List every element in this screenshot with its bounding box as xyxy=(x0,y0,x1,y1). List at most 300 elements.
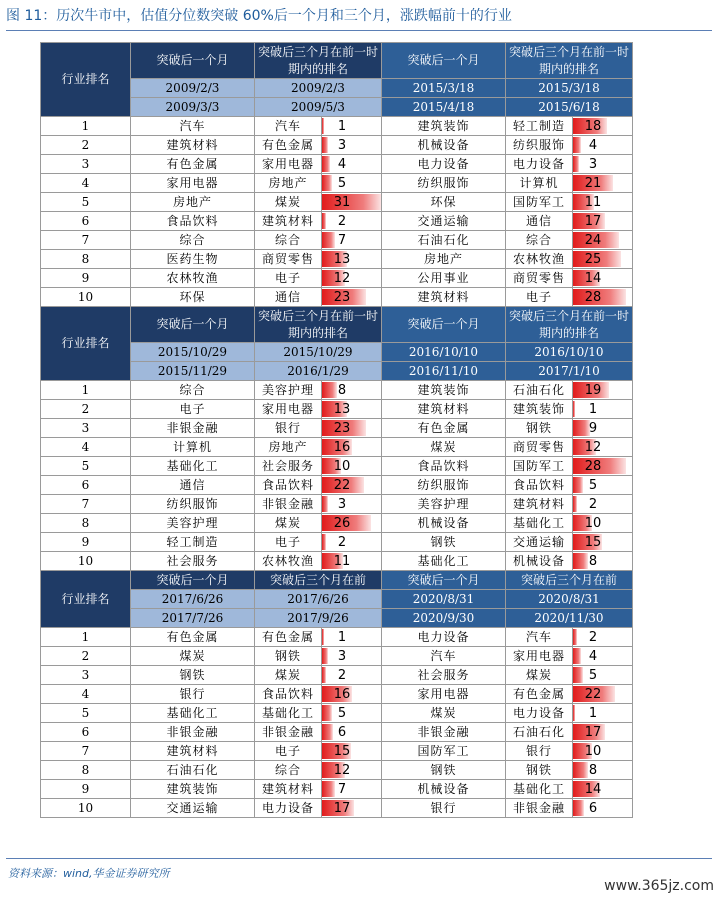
industry-cell: 国防军工 xyxy=(506,457,573,476)
industry-cell: 非银金融 xyxy=(131,723,255,742)
industry-cell: 建筑材料 xyxy=(382,400,506,419)
industry-cell: 国防军工 xyxy=(382,742,506,761)
rank-value-cell xyxy=(322,457,382,476)
industry-cell: 石油石化 xyxy=(506,381,573,400)
header-row xyxy=(41,43,633,79)
figure-title: 图 11：历次牛市中，估值分位数突破 60%后一个月和三个月，涨跌幅前十的行业 xyxy=(6,8,512,24)
table-row xyxy=(41,666,633,685)
rank-cell: 5 xyxy=(41,704,131,723)
period-header-3m: 突破后三个月在前一时期内的排名 xyxy=(506,307,633,343)
industry-cell: 食品饮料 xyxy=(255,476,322,495)
rank-value: 16 xyxy=(333,439,351,455)
rank-value: 10 xyxy=(333,458,351,474)
rank-value: 9 xyxy=(588,420,598,436)
rank-value: 17 xyxy=(584,213,602,229)
date-cell: 2015/6/18 xyxy=(506,98,633,117)
rank-cell: 3 xyxy=(41,666,131,685)
industry-cell: 家用电器 xyxy=(255,155,322,174)
rank-value-cell xyxy=(322,381,382,400)
industry-cell: 电子 xyxy=(255,269,322,288)
industry-cell: 综合 xyxy=(131,231,255,250)
rank-value: 5 xyxy=(588,667,598,683)
rank-value: 8 xyxy=(588,762,598,778)
industry-cell: 机械设备 xyxy=(382,136,506,155)
period-header-1m: 突破后一个月 xyxy=(382,571,506,590)
rank-value: 4 xyxy=(337,156,347,172)
rank-value: 3 xyxy=(337,496,347,512)
industry-cell: 建筑材料 xyxy=(255,212,322,231)
industry-cell: 机械设备 xyxy=(382,780,506,799)
rank-value: 21 xyxy=(584,175,602,191)
rank-value-cell xyxy=(573,476,633,495)
rank-header: 行业排名 xyxy=(41,571,131,628)
industry-cell: 食品饮料 xyxy=(382,457,506,476)
rank-value: 14 xyxy=(584,781,602,797)
industry-cell: 农林牧渔 xyxy=(506,250,573,269)
rank-value-cell xyxy=(322,533,382,552)
table-row xyxy=(41,231,633,250)
industry-cell: 非银金融 xyxy=(506,799,573,818)
table-row xyxy=(41,117,633,136)
industry-cell: 煤炭 xyxy=(255,514,322,533)
industry-cell: 汽车 xyxy=(506,628,573,647)
rank-value-cell xyxy=(322,136,382,155)
date-cell: 2020/8/31 xyxy=(506,590,633,609)
industry-cell: 有色金属 xyxy=(131,155,255,174)
rank-value-cell xyxy=(322,495,382,514)
rank-value: 14 xyxy=(584,270,602,286)
rank-value-cell xyxy=(573,269,633,288)
rank-cell: 9 xyxy=(41,533,131,552)
rank-value: 1 xyxy=(337,118,347,134)
industry-cell: 商贸零售 xyxy=(506,269,573,288)
industry-cell: 公用事业 xyxy=(382,269,506,288)
table-row xyxy=(41,438,633,457)
source-note: 资料来源：wind,华金证券研究所 xyxy=(8,867,170,880)
rank-value: 7 xyxy=(337,781,347,797)
rank-cell: 5 xyxy=(41,193,131,212)
industry-cell: 煤炭 xyxy=(382,438,506,457)
date-cell: 2016/10/10 xyxy=(382,343,506,362)
rank-cell: 2 xyxy=(41,136,131,155)
industry-cell: 有色金属 xyxy=(255,628,322,647)
table-row xyxy=(41,288,633,307)
rank-value-cell xyxy=(322,438,382,457)
rank-cell: 2 xyxy=(41,647,131,666)
rank-value: 2 xyxy=(588,496,598,512)
period-header-3m: 突破后三个月在前 xyxy=(255,571,382,590)
rank-value: 6 xyxy=(588,800,598,816)
rank-value-cell xyxy=(573,628,633,647)
rank-value-cell xyxy=(573,117,633,136)
period-header-1m: 突破后一个月 xyxy=(131,43,255,79)
industry-cell: 石油石化 xyxy=(382,231,506,250)
period-header-1m: 突破后一个月 xyxy=(382,43,506,79)
industry-cell: 通信 xyxy=(506,212,573,231)
industry-cell: 建筑装饰 xyxy=(382,117,506,136)
industry-cell: 纺织服饰 xyxy=(506,136,573,155)
rank-cell: 3 xyxy=(41,419,131,438)
industry-cell: 煤炭 xyxy=(131,647,255,666)
industry-cell: 钢铁 xyxy=(382,761,506,780)
table-row xyxy=(41,799,633,818)
industry-cell: 银行 xyxy=(131,685,255,704)
industry-cell: 通信 xyxy=(255,288,322,307)
industry-cell: 家用电器 xyxy=(255,400,322,419)
date-cell: 2017/7/26 xyxy=(131,609,255,628)
rank-value-cell xyxy=(573,647,633,666)
industry-cell: 有色金属 xyxy=(255,136,322,155)
rank-value-cell xyxy=(573,514,633,533)
rank-value-cell xyxy=(573,552,633,571)
industry-cell: 机械设备 xyxy=(382,514,506,533)
rank-value-cell xyxy=(322,799,382,818)
period-header-3m: 突破后三个月在前一时期内的排名 xyxy=(255,43,382,79)
rank-value: 26 xyxy=(333,515,351,531)
industry-cell: 交通运输 xyxy=(382,212,506,231)
industry-cell: 电力设备 xyxy=(382,155,506,174)
table-row xyxy=(41,723,633,742)
industry-cell: 房地产 xyxy=(382,250,506,269)
period-header-1m: 突破后一个月 xyxy=(382,307,506,343)
rank-value-cell xyxy=(322,780,382,799)
industry-cell: 汽车 xyxy=(255,117,322,136)
watermark: www.365jz.com xyxy=(604,878,714,894)
date-cell: 2015/4/18 xyxy=(382,98,506,117)
date-cell: 2009/2/3 xyxy=(131,79,255,98)
industry-cell: 基础化工 xyxy=(255,704,322,723)
industry-cell: 社会服务 xyxy=(382,666,506,685)
table-row xyxy=(41,476,633,495)
industry-cell: 电子 xyxy=(255,533,322,552)
industry-cell: 房地产 xyxy=(255,438,322,457)
date-cell: 2017/6/26 xyxy=(255,590,382,609)
table-row xyxy=(41,495,633,514)
industry-cell: 建筑材料 xyxy=(382,288,506,307)
table-row xyxy=(41,647,633,666)
industry-cell: 环保 xyxy=(131,288,255,307)
rank-cell: 4 xyxy=(41,438,131,457)
rank-cell: 1 xyxy=(41,117,131,136)
industry-cell: 农林牧渔 xyxy=(255,552,322,571)
rank-value: 11 xyxy=(333,553,351,569)
industry-cell: 电子 xyxy=(506,288,573,307)
rank-value: 22 xyxy=(333,477,351,493)
rank-cell: 4 xyxy=(41,174,131,193)
industry-cell: 钢铁 xyxy=(255,647,322,666)
industry-cell: 钢铁 xyxy=(131,666,255,685)
table-row xyxy=(41,533,633,552)
rank-value-cell xyxy=(322,193,382,212)
rank-value: 2 xyxy=(337,213,347,229)
rank-value-cell xyxy=(573,438,633,457)
date-cell: 2017/1/10 xyxy=(506,362,633,381)
industry-cell: 石油石化 xyxy=(506,723,573,742)
table-row xyxy=(41,269,633,288)
rank-cell: 8 xyxy=(41,250,131,269)
rank-value-cell xyxy=(573,780,633,799)
rank-value-cell xyxy=(573,704,633,723)
rank-value: 4 xyxy=(588,648,598,664)
industry-cell: 非银金融 xyxy=(255,723,322,742)
industry-cell: 家用电器 xyxy=(506,647,573,666)
date-cell: 2009/2/3 xyxy=(255,79,382,98)
industry-cell: 家用电器 xyxy=(131,174,255,193)
industry-cell: 家用电器 xyxy=(382,685,506,704)
industry-cell: 综合 xyxy=(131,381,255,400)
industry-cell: 基础化工 xyxy=(506,780,573,799)
date-cell: 2020/8/31 xyxy=(382,590,506,609)
industry-cell: 煤炭 xyxy=(255,193,322,212)
rank-value-cell xyxy=(322,685,382,704)
industry-cell: 煤炭 xyxy=(255,666,322,685)
rank-value: 7 xyxy=(337,232,347,248)
rank-value: 2 xyxy=(337,534,347,550)
industry-cell: 交通运输 xyxy=(131,799,255,818)
rank-value-cell xyxy=(322,514,382,533)
industry-cell: 环保 xyxy=(382,193,506,212)
rank-value: 12 xyxy=(584,439,602,455)
industry-cell: 交通运输 xyxy=(506,533,573,552)
rank-value-cell xyxy=(573,533,633,552)
rank-cell: 9 xyxy=(41,269,131,288)
rank-value: 2 xyxy=(337,667,347,683)
industry-cell: 纺织服饰 xyxy=(131,495,255,514)
rank-value: 28 xyxy=(584,458,602,474)
rank-value: 16 xyxy=(333,686,351,702)
industry-cell: 电力设备 xyxy=(506,155,573,174)
period-header-1m: 突破后一个月 xyxy=(131,307,255,343)
table-row xyxy=(41,193,633,212)
rank-value: 13 xyxy=(333,401,351,417)
rank-value-cell xyxy=(322,666,382,685)
rank-value-cell xyxy=(573,666,633,685)
rank-value: 12 xyxy=(333,270,351,286)
date-cell: 2020/9/30 xyxy=(382,609,506,628)
rank-value: 3 xyxy=(337,648,347,664)
industry-cell: 纺织服饰 xyxy=(382,174,506,193)
rank-value: 1 xyxy=(337,629,347,645)
industry-cell: 社会服务 xyxy=(131,552,255,571)
rank-value-cell xyxy=(573,457,633,476)
industry-cell: 机械设备 xyxy=(506,552,573,571)
rank-value-cell xyxy=(322,704,382,723)
rank-cell: 5 xyxy=(41,457,131,476)
date-cell: 2015/10/29 xyxy=(255,343,382,362)
industry-cell: 轻工制造 xyxy=(506,117,573,136)
industry-cell: 建筑装饰 xyxy=(131,780,255,799)
table-row xyxy=(41,419,633,438)
rank-value: 31 xyxy=(333,194,351,210)
header-row xyxy=(41,571,633,590)
table-row xyxy=(41,155,633,174)
rank-cell: 4 xyxy=(41,685,131,704)
rank-value-cell xyxy=(573,174,633,193)
industry-cell: 电力设备 xyxy=(506,704,573,723)
industry-cell: 食品饮料 xyxy=(131,212,255,231)
rank-cell: 7 xyxy=(41,742,131,761)
rank-header: 行业排名 xyxy=(41,43,131,117)
rank-value: 13 xyxy=(333,251,351,267)
rank-value-cell xyxy=(322,419,382,438)
industry-cell: 计算机 xyxy=(506,174,573,193)
date-cell: 2015/11/29 xyxy=(131,362,255,381)
rank-cell: 8 xyxy=(41,514,131,533)
rank-value: 23 xyxy=(333,289,351,305)
industry-cell: 汽车 xyxy=(382,647,506,666)
rank-value-cell xyxy=(322,761,382,780)
industry-cell: 有色金属 xyxy=(131,628,255,647)
rank-cell: 6 xyxy=(41,476,131,495)
date-cell: 2015/3/18 xyxy=(382,79,506,98)
rank-cell: 2 xyxy=(41,400,131,419)
rank-value-cell xyxy=(322,231,382,250)
rank-cell: 10 xyxy=(41,799,131,818)
rank-value: 10 xyxy=(584,515,602,531)
period-header-1m: 突破后一个月 xyxy=(131,571,255,590)
industry-cell: 煤炭 xyxy=(382,704,506,723)
rank-value: 24 xyxy=(584,232,602,248)
industry-cell: 基础化工 xyxy=(506,514,573,533)
period-header-3m: 突破后三个月在前 xyxy=(506,571,633,590)
rank-value-cell xyxy=(573,155,633,174)
rank-value-cell xyxy=(573,136,633,155)
industry-cell: 电子 xyxy=(131,400,255,419)
rank-value-cell xyxy=(322,628,382,647)
rank-value-cell xyxy=(573,723,633,742)
rank-value-cell xyxy=(573,495,633,514)
rank-value-cell xyxy=(573,193,633,212)
industry-cell: 银行 xyxy=(255,419,322,438)
industry-cell: 房地产 xyxy=(255,174,322,193)
industry-cell: 钢铁 xyxy=(506,761,573,780)
rank-value: 3 xyxy=(588,156,598,172)
table-row xyxy=(41,381,633,400)
rank-cell: 10 xyxy=(41,552,131,571)
industry-cell: 建筑材料 xyxy=(255,780,322,799)
date-cell: 2015/3/18 xyxy=(506,79,633,98)
table-row xyxy=(41,685,633,704)
rank-cell: 3 xyxy=(41,155,131,174)
table-row xyxy=(41,174,633,193)
rank-value: 12 xyxy=(333,762,351,778)
rank-value: 18 xyxy=(584,118,602,134)
rank-value-cell xyxy=(322,288,382,307)
industry-cell: 非银金融 xyxy=(255,495,322,514)
rank-cell: 6 xyxy=(41,723,131,742)
rank-cell: 8 xyxy=(41,761,131,780)
rank-value-cell xyxy=(322,117,382,136)
industry-cell: 基础化工 xyxy=(131,704,255,723)
date-cell: 2017/6/26 xyxy=(131,590,255,609)
industry-cell: 电力设备 xyxy=(382,628,506,647)
date-cell: 2009/5/3 xyxy=(255,98,382,117)
table-row xyxy=(41,136,633,155)
rank-value-cell xyxy=(573,212,633,231)
industry-cell: 社会服务 xyxy=(255,457,322,476)
rank-value: 5 xyxy=(337,705,347,721)
rank-value: 8 xyxy=(588,553,598,569)
rank-value-cell xyxy=(573,250,633,269)
rank-cell: 7 xyxy=(41,231,131,250)
industry-cell: 建筑装饰 xyxy=(382,381,506,400)
rank-cell: 10 xyxy=(41,288,131,307)
rank-value: 15 xyxy=(333,743,351,759)
date-cell: 2016/10/10 xyxy=(506,343,633,362)
rank-value-cell xyxy=(573,761,633,780)
rank-value: 8 xyxy=(337,382,347,398)
rank-cell: 9 xyxy=(41,780,131,799)
industry-cell: 通信 xyxy=(131,476,255,495)
rank-value-cell xyxy=(573,381,633,400)
industry-cell: 纺织服饰 xyxy=(382,476,506,495)
industry-cell: 综合 xyxy=(506,231,573,250)
industry-ranking-table xyxy=(40,42,633,818)
rank-value: 17 xyxy=(333,800,351,816)
date-cell: 2009/3/3 xyxy=(131,98,255,117)
rank-value-cell xyxy=(322,476,382,495)
rank-value-cell xyxy=(322,269,382,288)
industry-cell: 钢铁 xyxy=(382,533,506,552)
rank-value-cell xyxy=(322,174,382,193)
industry-cell: 基础化工 xyxy=(382,552,506,571)
period-header-3m: 突破后三个月在前一时期内的排名 xyxy=(506,43,633,79)
industry-cell: 石油石化 xyxy=(131,761,255,780)
industry-cell: 计算机 xyxy=(131,438,255,457)
rank-value: 1 xyxy=(588,401,598,417)
industry-cell: 建筑装饰 xyxy=(506,400,573,419)
industry-cell: 食品饮料 xyxy=(255,685,322,704)
industry-cell: 非银金融 xyxy=(131,419,255,438)
rank-value: 3 xyxy=(337,137,347,153)
industry-cell: 电力设备 xyxy=(255,799,322,818)
date-cell: 2017/9/26 xyxy=(255,609,382,628)
rank-value: 2 xyxy=(588,629,598,645)
rank-value-cell xyxy=(322,250,382,269)
rank-value-cell xyxy=(322,723,382,742)
industry-cell: 商贸零售 xyxy=(506,438,573,457)
table-row xyxy=(41,628,633,647)
industry-cell: 国防军工 xyxy=(506,193,573,212)
table-row xyxy=(41,704,633,723)
rank-value-cell xyxy=(573,400,633,419)
rank-value: 17 xyxy=(584,724,602,740)
industry-cell: 建筑材料 xyxy=(131,742,255,761)
industry-cell: 医药生物 xyxy=(131,250,255,269)
rank-value-cell xyxy=(322,155,382,174)
table-row xyxy=(41,212,633,231)
industry-cell: 综合 xyxy=(255,761,322,780)
industry-cell: 美容护理 xyxy=(382,495,506,514)
rank-value: 5 xyxy=(588,477,598,493)
industry-cell: 银行 xyxy=(506,742,573,761)
rank-value-cell xyxy=(322,212,382,231)
rank-value: 28 xyxy=(584,289,602,305)
table-row xyxy=(41,761,633,780)
rank-value: 25 xyxy=(584,251,602,267)
industry-cell: 非银金融 xyxy=(382,723,506,742)
industry-cell: 电子 xyxy=(255,742,322,761)
rank-cell: 1 xyxy=(41,628,131,647)
industry-cell: 银行 xyxy=(382,799,506,818)
industry-cell: 基础化工 xyxy=(131,457,255,476)
rank-header: 行业排名 xyxy=(41,307,131,381)
table-row xyxy=(41,552,633,571)
footer-divider xyxy=(6,858,712,859)
industry-cell: 农林牧渔 xyxy=(131,269,255,288)
rank-value: 23 xyxy=(333,420,351,436)
rank-value: 1 xyxy=(588,705,598,721)
